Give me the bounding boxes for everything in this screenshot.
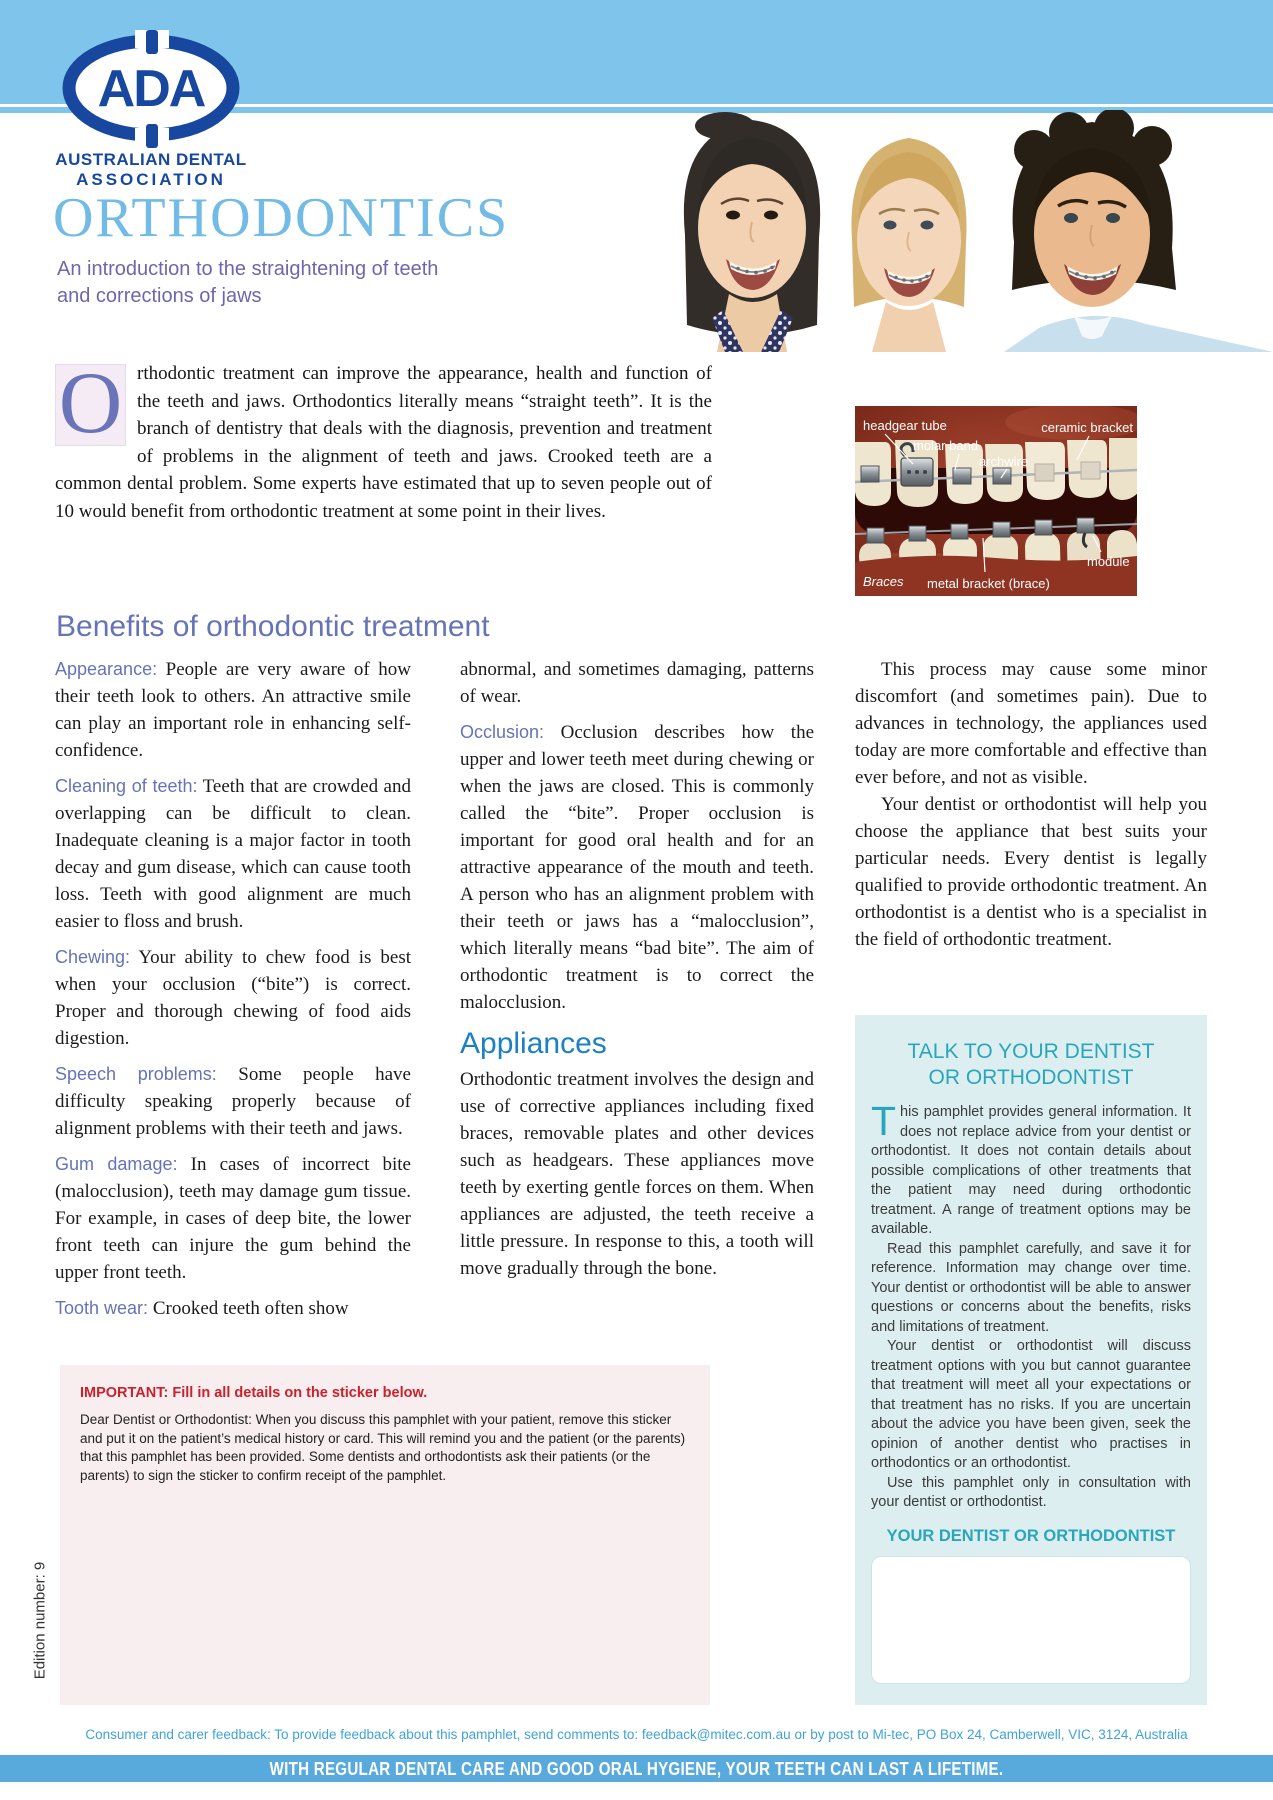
process-paragraph: This process may cause some minor discomfort (and sometimes pain). Due to advances in technology, the appliances used today are more comfortable and effective than ever before, and not as visible. [855, 659, 1207, 788]
girl-dark-hair [684, 112, 820, 352]
figure-caption-braces: Braces [863, 574, 904, 589]
dentist-choice-paragraph: Your dentist or orthodontist will help you choose the appliance that best suits your particular needs. Every dentist is legally qualified to provide orthodontic treatment. An orthodontist is a dentist who is a specialist in the field of orthodontic treatment. [855, 794, 1207, 950]
benefit-label: Appearance: [55, 659, 158, 679]
braces-figure [855, 406, 1137, 596]
ada-logo-icon [55, 30, 247, 150]
label-module: module [1087, 554, 1130, 569]
talk-box-body [871, 1098, 1191, 1513]
drop-cap-o: O [55, 364, 126, 446]
benefit-text: Your ability to chew food is best when your occlusion (“bite”) is correct. Proper and thorough chewing of food aids digestion. [55, 947, 411, 1049]
talk-heading-line1: TALK TO YOUR DENTIST [907, 1040, 1155, 1063]
benefit-label: Speech problems: [55, 1064, 217, 1084]
teens-with-braces-photo [612, 110, 1273, 357]
footer-banner [0, 1755, 1273, 1782]
intro-paragraph [55, 355, 712, 525]
talk-paragraph-1 [871, 1098, 1191, 1240]
benefit-chewing [55, 944, 411, 1052]
benefit-occlusion [460, 719, 814, 1016]
column-3 [855, 656, 1207, 953]
benefit-text: Crooked teeth often show [152, 1298, 349, 1319]
organisation-name [55, 150, 247, 190]
org-name-line1: AUSTRALIAN DENTAL [55, 150, 247, 169]
teens-photo-illustration [612, 110, 1273, 352]
talk-box-heading [871, 1039, 1191, 1091]
benefit-tooth-wear [55, 1295, 411, 1322]
benefit-label: Tooth wear: [55, 1298, 149, 1318]
benefit-label: Occlusion: [460, 722, 545, 742]
girl-blonde [851, 138, 966, 352]
benefit-label: Chewing: [55, 947, 131, 967]
drop-cap-t: T [871, 1098, 897, 1144]
appliances-text: Orthodontic treatment involves the design and use of corrective appliances including fixed braces, removable plates and other devices such as headgears. These appliances move teeth by exerting gentle forces on them. When appliances are adjusted, the teeth receive a little pressure. In response to this, a tooth will move gradually through the bone. [460, 1069, 814, 1279]
talk-paragraph-2: Read this pamphlet carefully, and save it for reference. Information may change over time. Your dentist or orthodontist will be able to answer questions or concerns about the benefits, risks and limitations of treatment. [871, 1240, 1191, 1335]
benefit-text: In cases of incorrect bite (malocclusion), teeth may damage gum tissue. For example, in cases of deep bite, the lower front teeth can injure the gum behind the upper front teeth. [55, 1154, 411, 1283]
subtitle-line2: and corrections of jaws [57, 285, 262, 307]
sticker-heading: IMPORTANT: Fill in all details on the sticker below. [80, 1385, 428, 1401]
benefit-appearance [55, 656, 411, 764]
subtitle-line1: An introduction to the straightening of teeth [57, 258, 439, 280]
footer-banner-text: WITH REGULAR DENTAL CARE AND GOOD ORAL HYGIENE, YOUR TEETH CAN LAST A LIFETIME. [269, 1758, 1004, 1779]
your-dentist-label: YOUR DENTIST OR ORTHODONTIST [886, 1526, 1176, 1545]
label-molar-band: molar band [913, 438, 979, 453]
page-subtitle [57, 256, 438, 310]
tooth-wear-continuation: abnormal, and sometimes damaging, patterns of wear. [460, 659, 814, 707]
ada-logo [55, 30, 247, 155]
label-archwire: archwire [979, 454, 1029, 469]
talk-paragraph-1-text: his pamphlet provides general information. It does not replace advice from your dentist or orthodontist. It does not contain details about possible complications of other treatments that the patient may need during orthodontic treatment. A range of treatment options may be available. [871, 1104, 1191, 1237]
benefit-label: Gum damage: [55, 1154, 178, 1174]
label-headgear-tube: headgear tube [863, 418, 947, 433]
label-metal-bracket: metal bracket (brace) [927, 576, 1050, 591]
benefits-section-heading: Benefits of orthodontic treatment [56, 610, 490, 643]
benefits-column-2 [460, 656, 814, 1291]
edition-number: Edition number: 9 [31, 1561, 49, 1680]
braces-photo-illustration [855, 406, 1137, 596]
important-sticker-box [60, 1365, 710, 1705]
ada-logo-text: ADA [97, 60, 205, 118]
benefit-text: Teeth that are crowded and overlapping can be difficult to clean. Inadequate cleaning is a major factor in tooth decay and gum disease, which can cause tooth loss. Teeth with good alignment are much easier to floss and brush. [55, 776, 411, 932]
benefit-text: Occlusion describes how the upper and lower teeth meet during chewing or when the jaws are closed. This is commonly called the “bite”. Proper occlusion is important for good oral health and for an attractive appearance of the mouth and teeth. A person who has an alignment problem with their teeth or jaws has a “malocclusion”, which literally means “bad bite”. The aim of orthodontic treatment is to correct the malocclusion. [460, 722, 815, 1013]
talk-paragraph-3: Your dentist or orthodontist will discuss treatment options with you but cannot guarantee that treatment will meet all your expectations or that treatment has no risks. If you are uncertain about the advice you have been given, seek the opinion of another dentist who practises in orthodontics or an orthodontist. [871, 1338, 1191, 1471]
appliances-section-heading: Appliances [460, 1027, 607, 1060]
sticker-body: Dear Dentist or Orthodontist: When you discuss this pamphlet with your patient, remove this sticker and put it on the patient’s medical history or card. This will remind you and the patient (or the parents) that this pamphlet has been provided. Some dentists and orthodontists ask their patients (or the parents) to sign the sticker to confirm receipt of the pamphlet. [80, 1412, 686, 1483]
talk-paragraph-4: Use this pamphlet only in consultation with your dentist or orthodontist. [871, 1474, 1191, 1510]
org-name-line2: ASSOCIATION [76, 170, 226, 189]
boy-dark-hair [1004, 110, 1273, 352]
benefit-text: Some people have difficulty speaking properly because of alignment problems with their teeth and jaws. [55, 1064, 411, 1139]
feedback-line: Consumer and carer feedback: To provide feedback about this pamphlet, send comments to: feedback@mitec.com.au or by post to Mi-tec, PO Box 24, Camberwell, VIC, 3124, Australia [85, 1727, 1188, 1742]
dentist-details-write-box[interactable] [871, 1556, 1191, 1684]
benefit-speech [55, 1061, 411, 1142]
talk-to-dentist-box [855, 1015, 1207, 1705]
benefit-label: Cleaning of teeth: [55, 776, 198, 796]
benefit-gum-damage [55, 1151, 411, 1286]
label-ceramic-bracket: ceramic bracket [1041, 420, 1133, 435]
intro-text: rthodontic treatment can improve the appearance, health and function of the teeth and jaws. Orthodontics literally means “straight teeth”. It is the branch of dentistry that deals with the diagnosis, prevention and treatment of problems in the alignment of teeth and jaws. Crooked teeth are a common dental problem. Some experts have estimated that up to seven people out of 10 would benefit from orthodontic treatment at some point in their lives. [55, 363, 712, 522]
benefit-cleaning [55, 773, 411, 935]
page-title: ORTHODONTICS [53, 187, 510, 249]
benefit-text: People are very aware of how their teeth look to others. An attractive smile can play an important role in enhancing self-confidence. [55, 659, 412, 761]
benefits-column-1 [55, 656, 411, 1331]
talk-heading-line2: OR ORTHODONTIST [928, 1066, 1134, 1089]
